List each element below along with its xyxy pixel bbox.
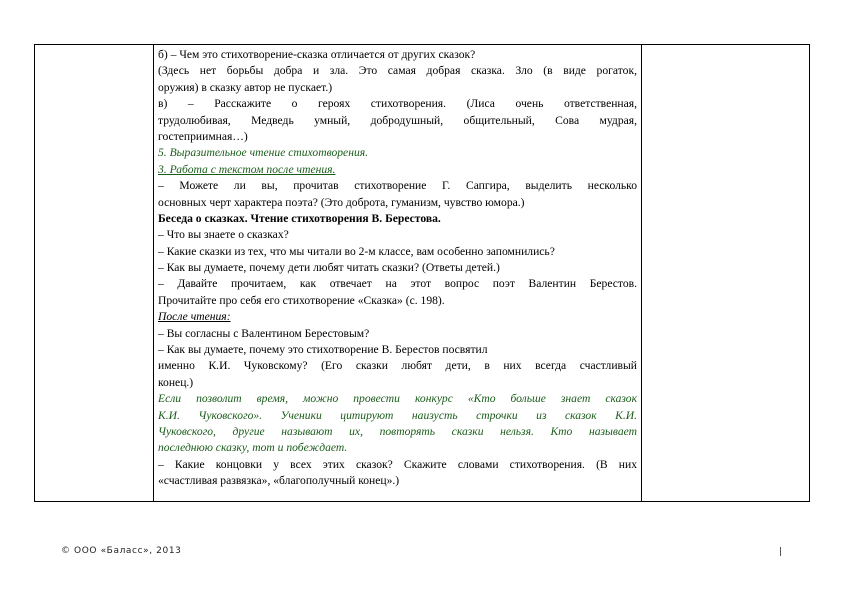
text-line: Беседа о сказках. Чтение стихотворения В. Берестова.	[158, 211, 441, 225]
text-line: конец.)	[158, 375, 194, 389]
text-line: – Можете ли вы, прочитав стихотворение Г. Сапгира, выделить несколько	[158, 179, 637, 193]
text-line: – Вы согласны с Валентином Берестовым?	[158, 326, 370, 340]
lesson-text	[158, 47, 637, 490]
text-line: Чуковского, другие называют их, повторять сказки нельзя. Кто называет	[158, 424, 637, 438]
text-line: – Что вы знаете о сказках?	[158, 228, 289, 242]
text-line: – Как вы думаете, почему это стихотворение В. Берестов посвятил	[158, 343, 488, 357]
table-row	[35, 45, 810, 502]
text-line: гостеприимная…)	[158, 129, 248, 143]
text-line: После чтения:	[158, 310, 231, 324]
left-empty-cell	[35, 45, 154, 502]
text-line: «счастливая развязка», «благополучный конец».)	[158, 474, 400, 488]
text-line: – Какие концовки у всех этих сказок? Скажите словами стихотворения. (В них	[158, 457, 637, 471]
text-line: К.И. Чуковского». Ученики цитируют наизусть строчки из сказок К.И.	[158, 408, 637, 422]
text-line: Если позволит время, можно провести конкурс «Кто больше знает сказок	[158, 392, 637, 406]
text-line: Прочитайте про себя его стихотворение «Сказка» (с. 198).	[158, 293, 445, 307]
text-line: 5. Выразительное чтение стихотворения.	[158, 146, 369, 160]
text-line: 3. Работа с текстом после чтения.	[158, 162, 336, 176]
text-line: – Как вы думаете, почему дети любят читать сказки? (Ответы детей.)	[158, 261, 500, 275]
text-line: в) – Расскажите о героях стихотворения. (Лиса очень ответственная,	[158, 97, 637, 111]
text-line: оружия) в сказку автор не пускает.)	[158, 80, 333, 94]
lesson-content-cell	[154, 45, 642, 502]
text-line: трудолюбивая, Медведь умный, добродушный, общительный, Сова мудрая,	[158, 113, 637, 127]
text-line: – Какие сказки из тех, что мы читали во 2-м классе, вам особенно запомнились?	[158, 244, 555, 258]
text-line: именно К.И. Чуковскому? (Его сказки любят дети, в них всегда счастливый	[158, 359, 637, 373]
right-empty-cell	[642, 45, 810, 502]
text-line: – Давайте прочитаем, как отвечает на этот вопрос поэт Валентин Берестов.	[158, 277, 637, 291]
lesson-table	[34, 44, 810, 502]
text-line: б) – Чем это стихотворение-сказка отличается от других сказок?	[158, 48, 476, 61]
text-line: (Здесь нет борьбы добра и зла. Это самая добрая сказка. Зло (в виде рогаток,	[158, 64, 637, 78]
footer-copyright: © ООО «Баласс», 2013	[61, 546, 182, 556]
page-marker	[780, 547, 781, 556]
text-line: основных черт характера поэта? (Это доброта, гуманизм, чувство юмора.)	[158, 195, 525, 209]
text-line: последнюю сказку, тот и побеждает.	[158, 441, 348, 455]
